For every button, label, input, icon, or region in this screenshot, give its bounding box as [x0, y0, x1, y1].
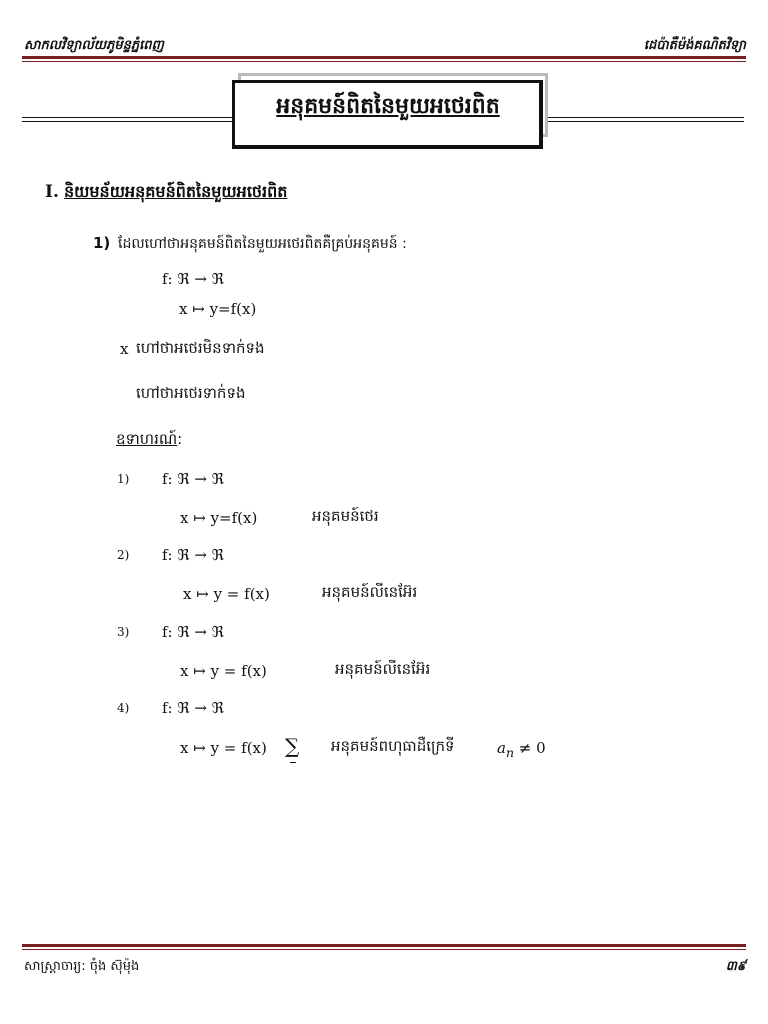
examples-label-text: ឧទាហរណ៍	[116, 430, 178, 448]
example-number: 4)	[117, 701, 130, 715]
summation-sign: ∑	[285, 734, 300, 758]
coefficient-subscript: n	[505, 745, 515, 760]
examples-label-colon: :	[177, 430, 183, 448]
example-map: f: ℜ → ℜ	[162, 699, 224, 717]
section-title: និយមន័យអនុគមន៍ពិតនៃមួយអថេរពិត	[64, 182, 288, 201]
example-rule: x ↦ y = f(x)	[180, 662, 267, 680]
definition-text: ដែលហៅថាអនុគមន៍ពិតនៃមួយអថេរពិតគឺគ្រប់អនុគមន៍ :	[118, 236, 407, 252]
example-map: f: ℜ → ℜ	[162, 546, 224, 564]
example-rule: x ↦ y = f(x)	[180, 739, 267, 757]
example-map: f: ℜ → ℜ	[162, 623, 224, 641]
example-description: អនុគមន៍លីនេអ៊ែរ	[335, 660, 431, 678]
section-number: I.	[45, 182, 59, 202]
definition-number: 1)	[93, 234, 111, 252]
example-number: 1)	[117, 472, 130, 486]
example-description: អនុគមន៍លីនេអ៊ែរ	[322, 583, 418, 601]
example-rule: x ↦ y=f(x)	[180, 509, 258, 527]
leading-coefficient-condition	[497, 739, 546, 760]
page-number: ៣៩	[725, 959, 746, 974]
definition-rule: x ↦ y=f(x)	[179, 300, 257, 318]
example-map: f: ℜ → ℜ	[162, 470, 224, 488]
summation-underscore	[290, 762, 296, 763]
coefficient-symbol: a	[497, 739, 506, 757]
header-department: ដេប៉ាតឺម៉ង់គណិតវិទ្យា	[643, 38, 746, 53]
footer-rule-thick	[22, 944, 746, 947]
not-equal-zero: ≠ 0	[514, 739, 546, 757]
header-university: សាកលវិទ្យាល័យភូមិន្ទភ្នំពេញ	[24, 38, 164, 53]
x-label: x	[120, 340, 129, 358]
example-number: 3)	[117, 625, 130, 639]
example-description: អនុគមន៍ថេរ	[312, 507, 379, 525]
example-rule: x ↦ y = f(x)	[183, 585, 270, 603]
header-rule-thick	[22, 56, 746, 59]
x-description: ហៅថាអថេរមិនទាក់ទង	[136, 339, 265, 357]
example-description: អនុគមន៍ពហុធាដឺក្រេទី	[331, 737, 455, 755]
examples-label	[116, 430, 182, 452]
definition-map: f: ℜ → ℜ	[162, 270, 224, 288]
footer-author: សាស្ត្រាចារ្យ: ចុំង ស៊ុម៉ុង	[24, 959, 140, 974]
footer-rule-thin	[22, 949, 746, 950]
y-description: ហៅថាអថេរទាក់ទង	[136, 384, 246, 402]
page-title: អនុគមន៍ពិតនៃមួយអថេរពិត	[276, 94, 500, 119]
header-rule-thin	[22, 61, 746, 62]
example-number: 2)	[117, 548, 130, 562]
